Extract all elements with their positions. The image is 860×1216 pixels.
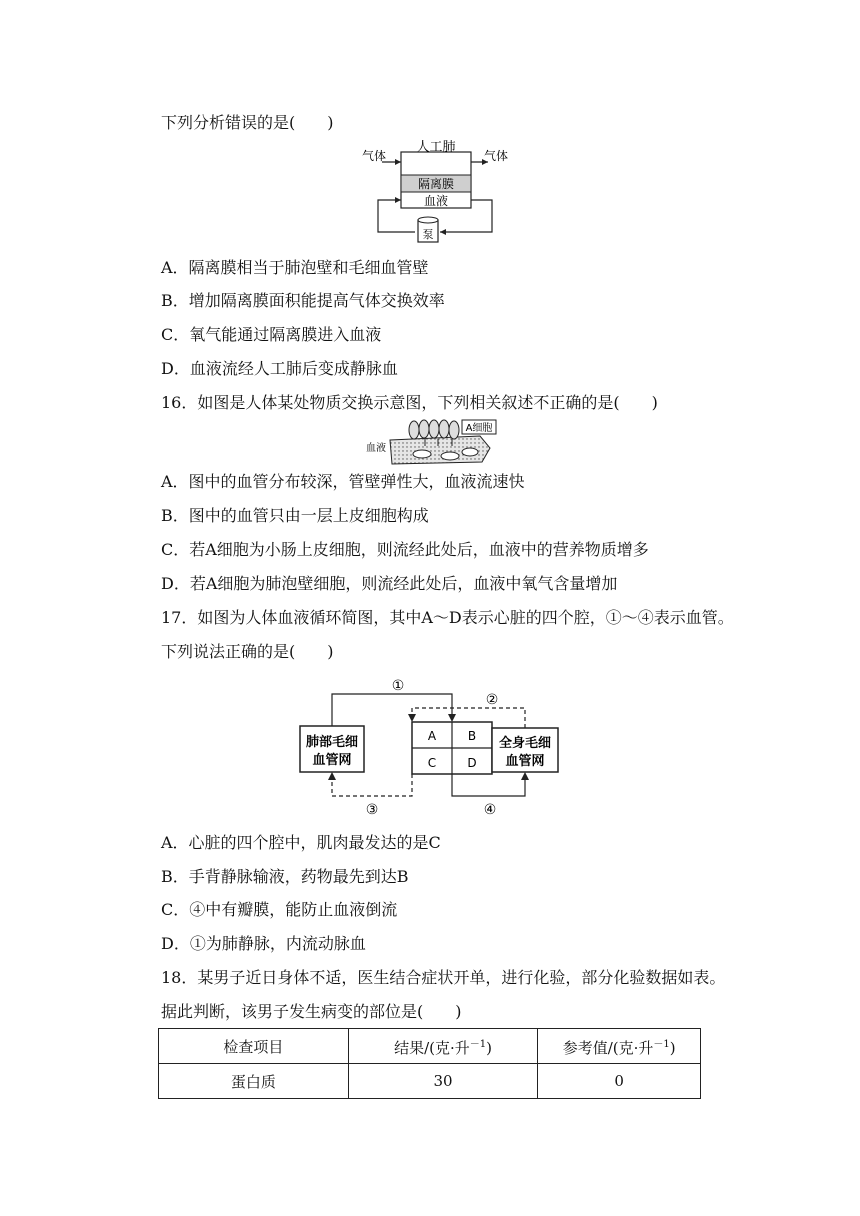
chamber-d: D xyxy=(467,756,477,770)
q17-option-b: B．手背静脉输液，药物最先到达B xyxy=(161,867,409,886)
q17-option-d: D．①为肺静脉，内流动脉血 xyxy=(161,934,366,953)
q16-option-d: D．若A细胞为肺泡壁细胞，则流经此处后，血液中氧气含量增加 xyxy=(161,574,618,593)
vessel-4 xyxy=(452,774,525,796)
table-header-row xyxy=(159,1029,701,1064)
chamber-b: B xyxy=(467,729,477,743)
q17-option-a: A．心脏的四个腔中，肌肉最发达的是C xyxy=(161,833,441,852)
q17-stem-line2: 下列说法正确的是( ) xyxy=(161,642,334,661)
gas-right-label: 气体 xyxy=(483,149,509,163)
header-item: 检查项目 xyxy=(159,1029,349,1064)
vessel-1 xyxy=(332,694,452,726)
artificial-lung-figure xyxy=(360,140,510,245)
q15-option-d: D．血液流经人工肺后变成静脉血 xyxy=(161,359,398,378)
q15-stem: 下列分析错误的是( ) xyxy=(161,113,334,132)
blood-flow-label: 血液 xyxy=(366,443,386,454)
chamber-a: A xyxy=(427,729,437,743)
membrane-label: 隔离膜 xyxy=(417,177,455,191)
blood-label: 血液 xyxy=(423,194,449,208)
vessel-3 xyxy=(332,774,412,796)
q15-option-b: B．增加隔离膜面积能提高气体交换效率 xyxy=(161,291,445,310)
gas-left-label: 气体 xyxy=(361,149,387,163)
q15-option-a: A．隔离膜相当于肺泡壁和毛细血管壁 xyxy=(161,258,429,277)
q18-stem-line1: 18．某男子近日身体不适，医生结合症状开单，进行化验，部分化验数据如表。 xyxy=(161,968,726,987)
table-row xyxy=(159,1064,701,1099)
lung-title: 人工肺 xyxy=(416,140,456,155)
vessel-1-label: ① xyxy=(391,678,405,694)
capillary-exchange-figure xyxy=(362,418,502,468)
q16-option-a: A．图中的血管分布较深，管壁弹性大，血液流速快 xyxy=(161,472,525,491)
cell-label: A细胞 xyxy=(465,423,493,434)
cell-result: 30 xyxy=(348,1064,538,1099)
q17-option-c: C．④中有瓣膜，能防止血液倒流 xyxy=(161,900,398,919)
q18-stem-line2: 据此判断，该男子发生病变的部位是( ) xyxy=(161,1002,462,1021)
body-box-line2: 血管网 xyxy=(505,754,545,769)
vessel-2-label: ② xyxy=(485,692,499,708)
chamber-c: C xyxy=(427,756,437,770)
q16-option-b: B．图中的血管只由一层上皮细胞构成 xyxy=(161,506,429,525)
cell-reference: 0 xyxy=(538,1064,701,1099)
vessel-4-label: ④ xyxy=(483,802,497,818)
header-reference: 参考值/(克·升$^{-1}$) xyxy=(538,1029,701,1064)
lung-box-line1: 肺部毛细 xyxy=(305,735,359,750)
pump-label: 泵 xyxy=(422,228,434,241)
header-result: 结果/(克·升$^{-1}$) xyxy=(348,1029,538,1064)
cell-item: 蛋白质 xyxy=(159,1064,349,1099)
q15-option-c: C．氧气能通过隔离膜进入血液 xyxy=(161,325,382,344)
q16-stem: 16．如图是人体某处物质交换示意图，下列相关叙述不正确的是( ) xyxy=(161,393,658,412)
body-box-line1: 全身毛细 xyxy=(498,736,552,751)
circulation-diagram xyxy=(296,672,566,820)
lab-results-table xyxy=(158,1028,701,1099)
q16-option-c: C．若A细胞为小肠上皮细胞，则流经此处后，血液中的营养物质增多 xyxy=(161,540,649,559)
lung-box-line2: 血管网 xyxy=(312,753,352,768)
vessel-3-label: ③ xyxy=(365,802,379,818)
q17-stem-line1: 17．如图为人体血液循环简图，其中A～D表示心脏的四个腔，①～④表示血管。 xyxy=(161,608,734,627)
